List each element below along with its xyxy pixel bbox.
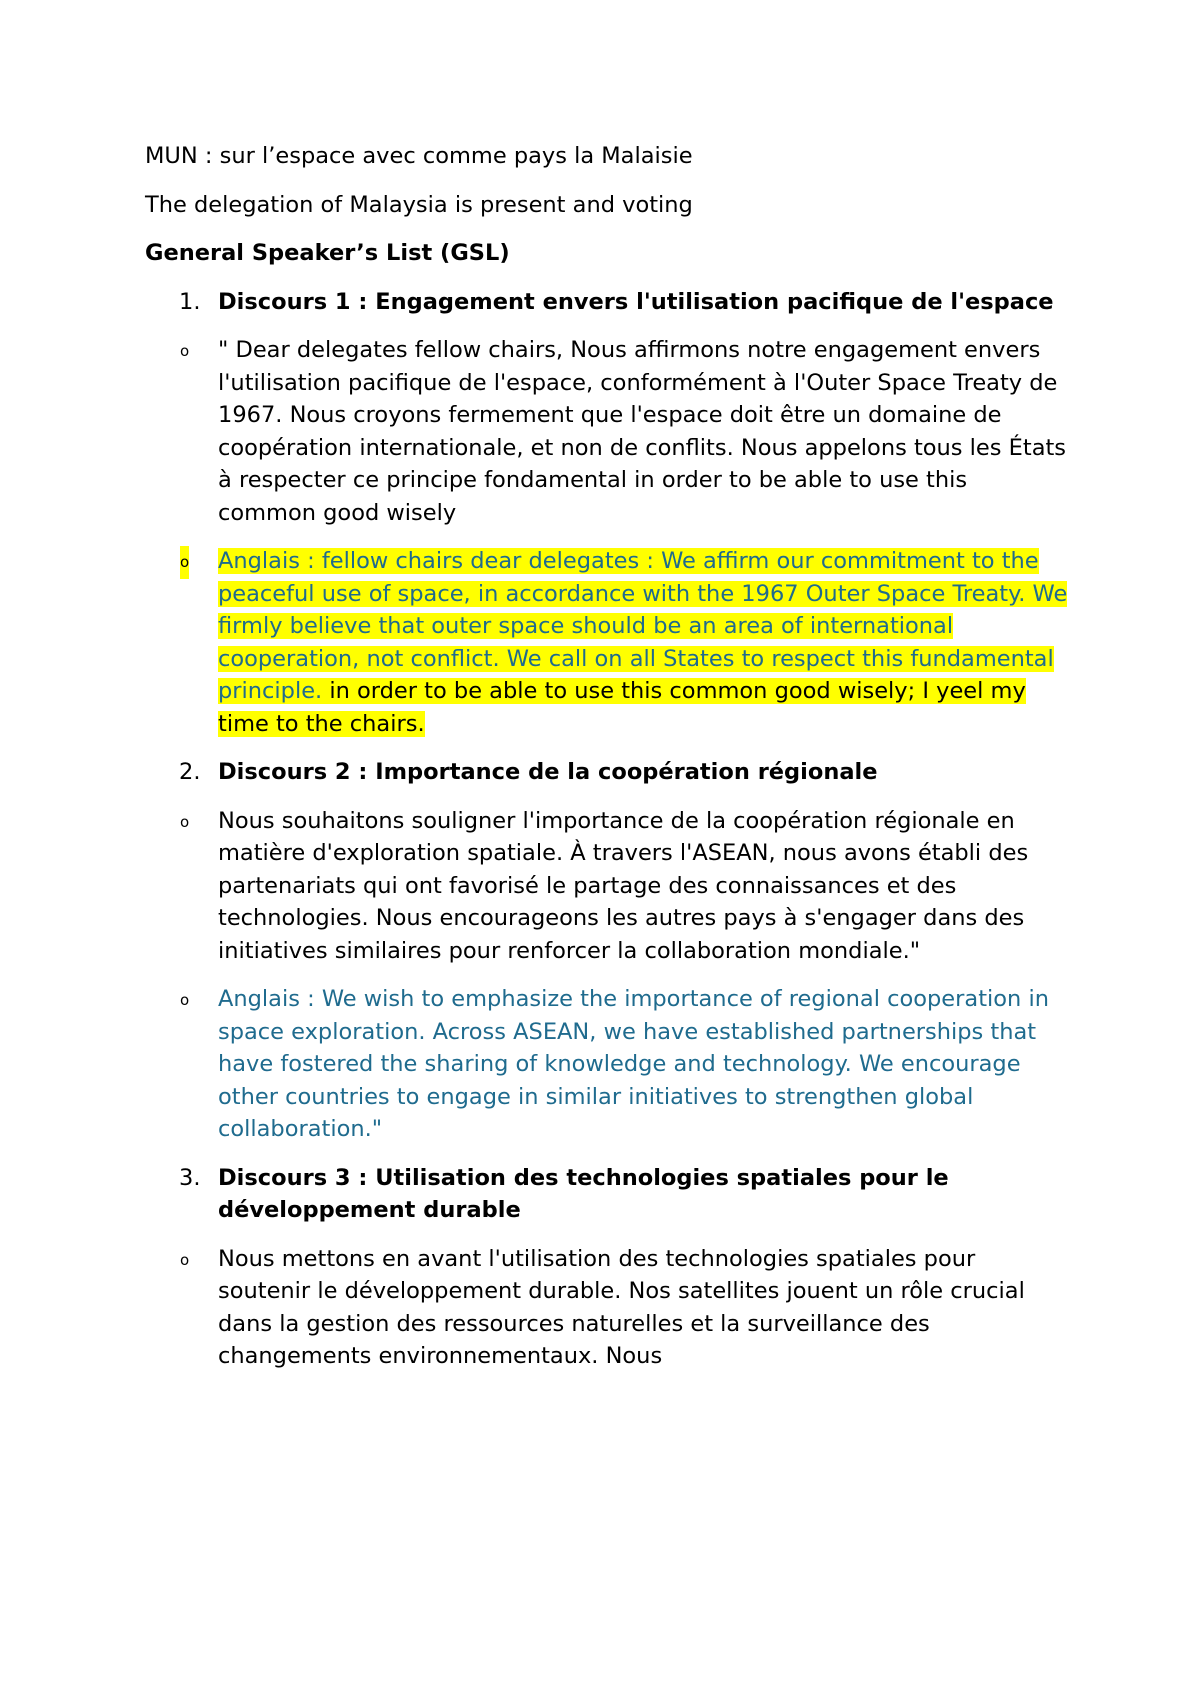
speech-number: 2. (179, 759, 201, 785)
speech-title: Discours 1 : Engagement envers l'utilisation pacifique de l'espace (218, 288, 1054, 315)
document-page (145, 140, 1070, 1389)
hollow-bullet-icon: o (180, 991, 190, 1009)
hollow-bullet-icon: o (180, 342, 190, 360)
gsl-heading: General Speaker’s List (GSL) (145, 240, 510, 266)
hollow-bullet-icon: o (180, 812, 190, 831)
speech-title: Discours 3 : Utilisation des technologies spatiales pour le développement durable (218, 1164, 949, 1223)
hollow-bullet-icon: o (180, 1250, 190, 1269)
english-highlighted-closing: in order to be able to use this common good wisely; I yeel my time to the chairs. (218, 678, 1026, 737)
english-highlighted-text: Anglais : fellow chairs dear delegates : We affirm our commitment to the peaceful use of space, in accordance with the 1967 Outer Space Treaty. We firmly believe that outer space should be an area of international cooperation, not conflict. We call on all States to respect this fundamental principle. (218, 548, 1068, 704)
speech-sub-list (180, 805, 1070, 1146)
speech-title: Discours 2 : Importance de la coopération régionale (218, 759, 878, 785)
hollow-bullet-icon: o (180, 546, 189, 579)
speech-number: 3. (179, 1164, 201, 1191)
speech-item-1 (145, 286, 1070, 741)
speech-sub-list (180, 334, 1070, 740)
speech-item-2 (145, 756, 1070, 1146)
speech-english-text (180, 545, 1070, 740)
speech-item-3 (145, 1162, 1070, 1373)
french-paragraph: Nous souhaitons souligner l'importance de la coopération régionale en matière d'exploration spatiale. À travers l'ASEAN, nous avons établi des partenariats qui ont favorisé le partage des connaissances et des technologies. Nous encourageons les autres pays à s'engager dans des initiatives similaires pour renforcer la collaboration mondiale." (218, 807, 1029, 964)
english-paragraph: Anglais : We wish to emphasize the importance of regional cooperation in space exploration. Across ASEAN, we have established partnerships that have fostered the sharing of knowledge and technology. We encourage other countries to engage in similar initiatives to strengthen global collaboration." (218, 986, 1049, 1142)
speech-french-text (180, 334, 1070, 529)
speech-list (145, 286, 1070, 1373)
french-paragraph: " Dear delegates fellow chairs, Nous affirmons notre engagement envers l'utilisation pacifique de l'espace, conformément à l'Outer Space Treaty de 1967. Nous croyons fermement que l'espace doit être un domaine de coopération internationale, et non de conflits. Nous appelons tous les États à respecter ce principe fondamental in order to be able to use this common good wisely (218, 337, 1067, 526)
speech-french-text (180, 1243, 1070, 1373)
intro-topic-line: MUN : sur l’espace avec comme pays la Malaisie (145, 143, 693, 169)
french-paragraph: Nous mettons en avant l'utilisation des technologies spatiales pour soutenir le développement durable. Nos satellites jouent un rôle crucial dans la gestion des ressources naturelles et la surveillance des changements environnementaux. Nous (218, 1245, 1025, 1369)
intro-delegation-line: The delegation of Malaysia is present and voting (145, 191, 693, 218)
speech-english-text (180, 983, 1070, 1146)
speech-number: 1. (179, 288, 201, 315)
speech-french-text (180, 805, 1070, 968)
speech-sub-list (180, 1243, 1070, 1373)
